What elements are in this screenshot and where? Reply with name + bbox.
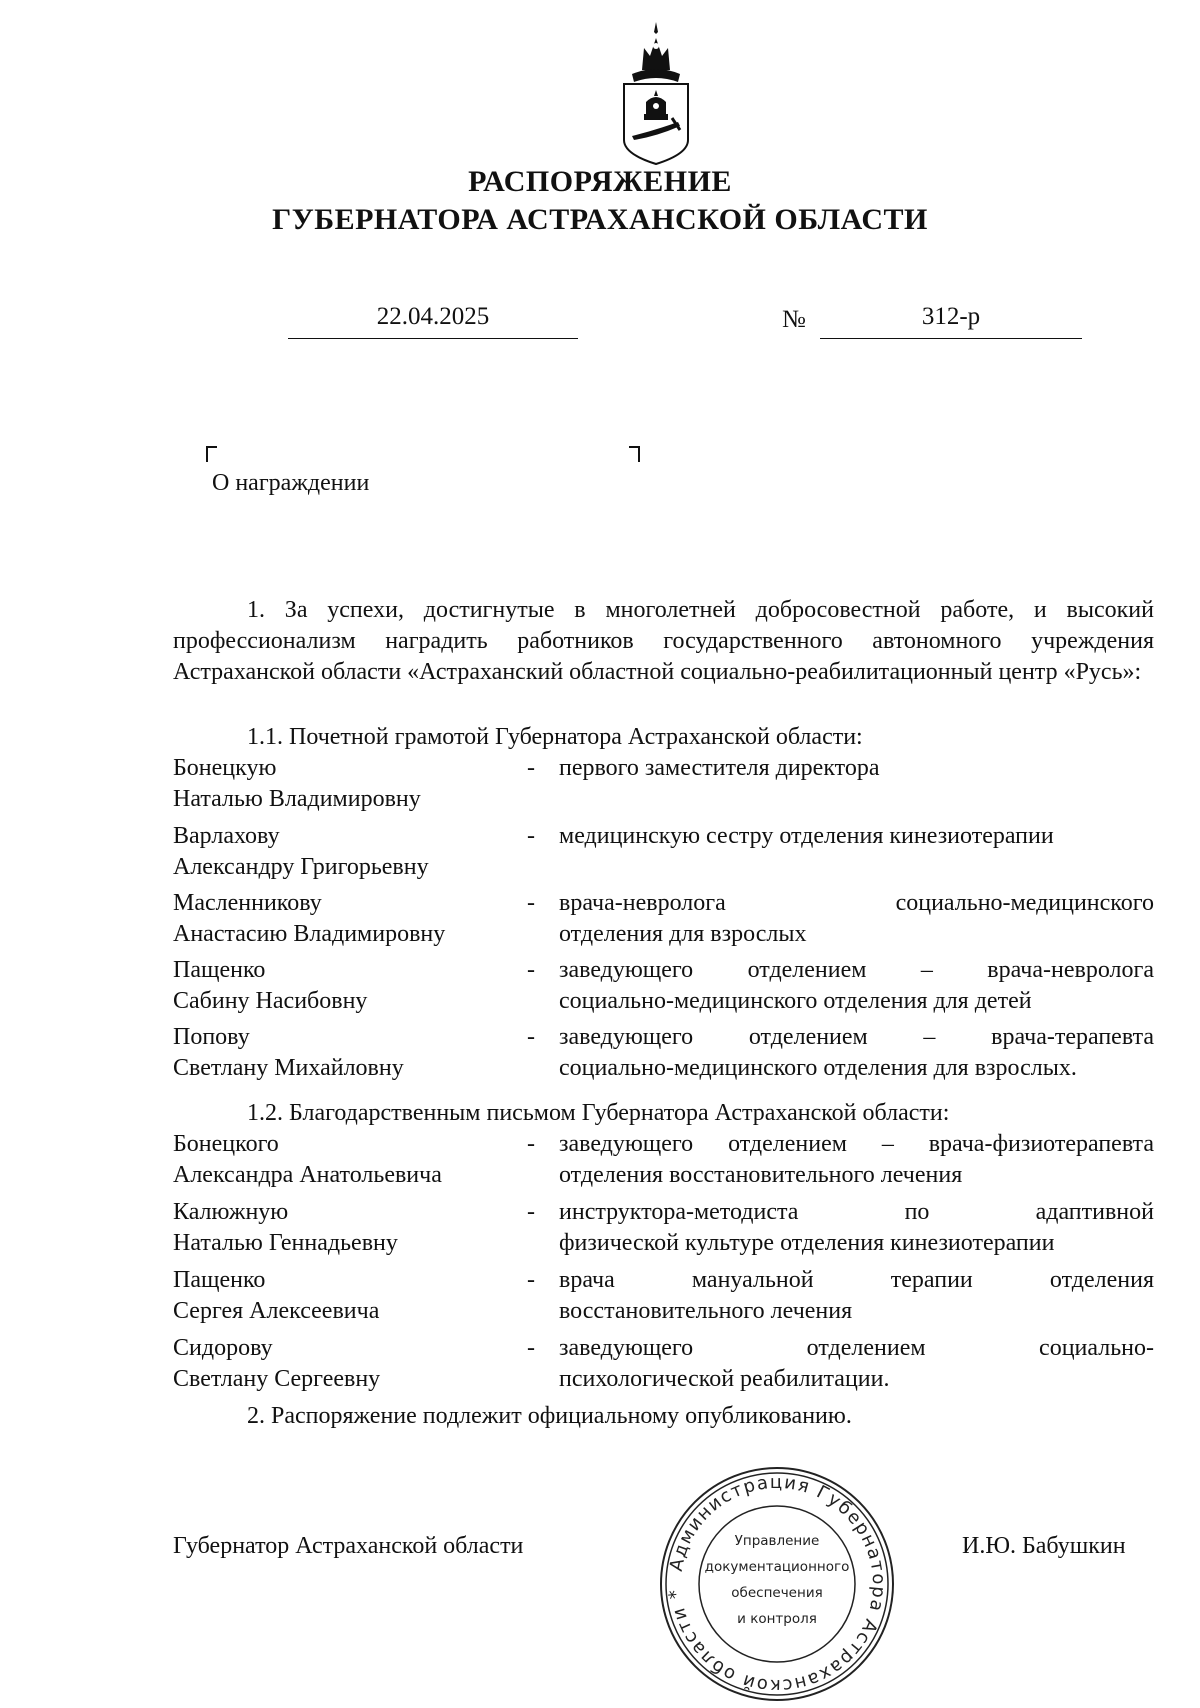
stamp-inner-text: Управление документационного обеспечения и контроля bbox=[704, 1533, 850, 1627]
award-position: первого заместителя директора bbox=[559, 755, 880, 781]
award-person: Масленникову Анастасию Владимировну bbox=[173, 890, 446, 947]
award-row bbox=[173, 888, 1154, 950]
number-field bbox=[820, 300, 1082, 339]
award-person: Варлахову Александру Григорьевну bbox=[173, 823, 429, 880]
stamp-outer-text: Администрация Губернатора Астраханской области * bbox=[665, 1471, 890, 1697]
award-position-cont: отделения восстановительного лечения bbox=[559, 1162, 963, 1188]
award-position: врача мануальной терапии отделения bbox=[559, 1267, 1154, 1293]
award-person: Пащенко Сабину Насибовну bbox=[173, 957, 368, 1014]
award-person: Бонецкого Александра Анатольевича bbox=[173, 1131, 442, 1188]
award-position-cont: физической культуре отделения кинезиотерапии bbox=[559, 1230, 1055, 1256]
award-position: врача-невролога социально-медицинского bbox=[559, 890, 1154, 916]
number-value: 312-р bbox=[921, 303, 981, 330]
award-position: заведующего отделением – врача-физиотерапевта bbox=[559, 1131, 1154, 1157]
award-row bbox=[173, 1129, 1154, 1191]
document-title-line1: РАСПОРЯЖЕНИЕ bbox=[468, 165, 732, 198]
award-position-cont: социально-медицинского отделения для детей bbox=[559, 988, 1032, 1014]
award-position: заведующего отделением социально- bbox=[559, 1335, 1154, 1361]
coat-of-arms-icon bbox=[612, 18, 700, 168]
award-person: Попову Светлану Михайловну bbox=[173, 1024, 404, 1081]
award-position: заведующего отделением – врача-невролога bbox=[559, 957, 1154, 983]
award-row bbox=[173, 1265, 1154, 1327]
award-position: медицинскую сестру отделения кинезиотерапии bbox=[559, 823, 1054, 849]
section1-heading: 1.1. Почетной грамотой Губернатора Астраханской области: bbox=[247, 724, 863, 750]
award-row bbox=[173, 753, 1154, 815]
document-subject: О награждении bbox=[212, 470, 370, 496]
award-dash: - bbox=[527, 1131, 535, 1157]
award-row bbox=[173, 1197, 1154, 1259]
signatory-name: И.Ю. Бабушкин bbox=[962, 1533, 1126, 1559]
award-person: Бонецкую Наталью Владимировну bbox=[173, 755, 421, 812]
award-dash: - bbox=[527, 890, 535, 916]
award-person: Калюжную Наталью Геннадьевну bbox=[173, 1199, 398, 1256]
date-field bbox=[288, 300, 578, 339]
section2-heading: 1.2. Благодарственным письмом Губернатора Астраханской области: bbox=[247, 1100, 950, 1126]
award-person: Сидорову Светлану Сергеевну bbox=[173, 1335, 381, 1392]
award-dash: - bbox=[527, 823, 535, 849]
document-title-line2: ГУБЕРНАТОРА АСТРАХАНСКОЙ ОБЛАСТИ bbox=[272, 203, 928, 236]
award-dash: - bbox=[527, 755, 535, 781]
award-dash: - bbox=[527, 1335, 535, 1361]
award-dash: - bbox=[527, 1024, 535, 1050]
award-dash: - bbox=[527, 1199, 535, 1225]
award-row bbox=[173, 821, 1154, 883]
award-position-cont: психологической реабилитации. bbox=[559, 1366, 890, 1392]
signatory-position: Губернатор Астраханской области bbox=[173, 1533, 524, 1559]
award-row bbox=[173, 1022, 1154, 1084]
award-position: инструктора-методиста по адаптивной bbox=[559, 1199, 1154, 1225]
subject-corner-left bbox=[206, 446, 217, 462]
closing-paragraph: 2. Распоряжение подлежит официальному опубликованию. bbox=[247, 1403, 852, 1429]
award-row bbox=[173, 955, 1154, 1017]
award-dash: - bbox=[527, 957, 535, 983]
award-position: заведующего отделением – врача-терапевта bbox=[559, 1024, 1154, 1050]
award-position-cont: социально-медицинского отделения для взрослых. bbox=[559, 1055, 1077, 1081]
award-dash: - bbox=[527, 1267, 535, 1293]
award-position-cont: восстановительного лечения bbox=[559, 1298, 853, 1324]
award-row bbox=[173, 1333, 1154, 1395]
subject-corner-right bbox=[629, 446, 640, 462]
number-sign: № bbox=[782, 306, 806, 333]
award-position-cont: отделения для взрослых bbox=[559, 921, 807, 947]
award-person: Пащенко Сергея Алексеевича bbox=[173, 1267, 380, 1324]
date-value: 22.04.2025 bbox=[376, 303, 490, 330]
intro-paragraph: 1. За успехи, достигнутые в многолетней добросовестной работе, и высокий профессионализм наградить работников государственного автономного учреждения Астраханской области «Астраханский областной социально-реабилитационный центр «Русь»: bbox=[173, 597, 1154, 685]
